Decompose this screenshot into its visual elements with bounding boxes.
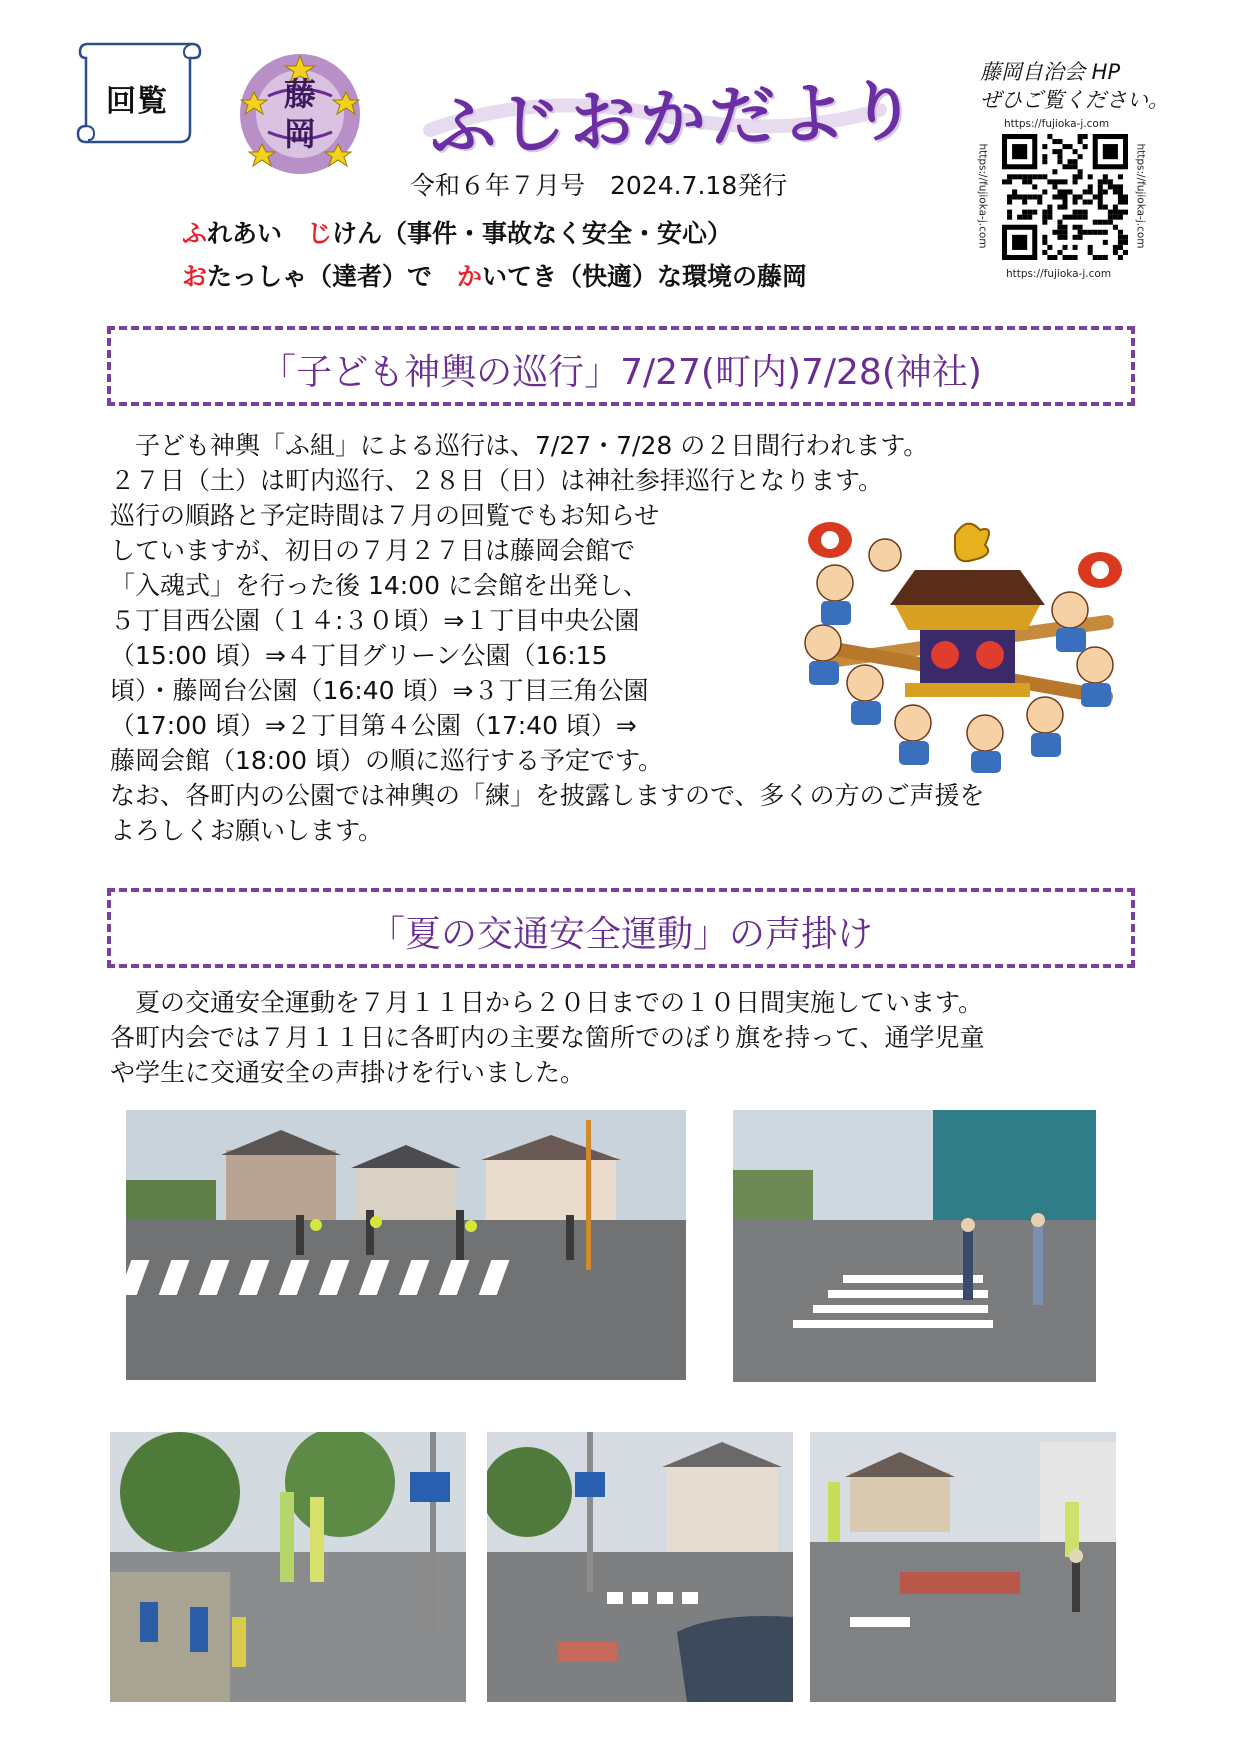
qr-code-icon [1002,134,1128,260]
section2-body [110,985,985,1090]
motto-line1-segment: じ [307,219,333,248]
qr-url-bottom: https://fujioka-j.com [1006,268,1112,280]
section2-line: や学生に交通安全の声掛けを行いました。 [110,1058,586,1087]
section2-line: 各町内会では７月１１日に各町内の主要な箇所でのぼり旗を持って、通学児童 [110,1023,985,1052]
section1-line: していますが、初日の７月２７日は藤岡会館で [110,536,636,565]
section1-line: ２７日（土）は町内巡行、２８日（日）は神社参拝巡行となります。 [110,466,884,495]
motto-line1-segment: れあい [207,219,308,248]
qr-url-right: https://fujioka-j.com [1134,143,1147,249]
qr-code-block[interactable] [976,118,1150,280]
section1-line: 巡行の順路と予定時間は７月の回覧でもお知らせ [110,501,660,530]
section1-line: よろしくお願いします。 [110,816,384,845]
hp-line-1: 藤岡自治会 HP [980,60,1121,84]
hp-line-2: ぜひご覧ください。 [980,88,1169,112]
motto-line-2 [182,257,807,293]
section1-line: ５丁目西公園（１４:３０頃）⇒１丁目中央公園 [110,606,640,635]
section2-line: 夏の交通安全運動を７月１１日から２０日までの１０日間実施しています。 [110,988,984,1017]
motto-line2-segment: か [457,262,483,291]
photo-crosswalk-2 [733,1110,1096,1382]
section1-line: （17:00 頃）⇒２丁目第４公園（17:40 頃）⇒ [110,711,637,740]
fujioka-emblem [238,52,362,176]
motto-line1-segment: ふ [182,219,208,248]
section1-line: 「入魂式」を行った後 14:00 に会館を出発し、 [110,571,648,600]
hp-note [980,58,1180,114]
photo-roadside-1 [110,1432,466,1702]
title-text: ふじおかだより [428,71,921,166]
motto-line2-segment: お [182,262,208,291]
section1-header [107,326,1135,406]
motto-line2-segment: いてき（快適）な環境の藤岡 [482,262,808,291]
section2-heading: 「夏の交通安全運動」の声掛け [368,914,873,955]
photo-roadside-2 [487,1432,793,1702]
motto-line-1 [182,214,732,250]
qr-url-left: https://fujioka-j.com [976,143,989,249]
motto-line1-segment: けん（事件・事故なく安全・安心） [332,219,733,248]
emblem-text: 藤岡 [283,75,316,153]
photo-crosswalk-1 [126,1110,686,1380]
section1-line: 子ども神輿「ふ組」による巡行は、7/27・7/28 の２日間行われます。 [110,431,929,460]
kids-mikoshi-illustration [795,515,1137,775]
section1-heading: 「子ども神輿の巡行」7/27(町内)7/28(神社) [260,352,982,393]
photo-roadside-3 [810,1432,1116,1702]
newsletter-title [420,70,921,180]
section1-line: なお、各町内の公園では神輿の「練」を披露しますので、多くの方のご声援を [110,781,985,810]
qr-url-top: https://fujioka-j.com [1004,118,1110,130]
issue-date: 令和６年７月号 2024.7.18発行 [410,171,788,200]
section1-line: 藤岡会館（18:00 頃）の順に巡行する予定です。 [110,746,663,775]
section1-line: 頃）・藤岡台公園（16:40 頃）⇒３丁目三角公園 [110,676,649,705]
kairan-badge [72,42,202,147]
section2-header [107,888,1135,968]
kairan-label: 回覧 [106,84,168,119]
motto-line2-segment: たっしゃ（達者）で [207,262,458,291]
section1-line: （15:00 頃）⇒４丁目グリーン公園（16:15 [110,641,608,670]
